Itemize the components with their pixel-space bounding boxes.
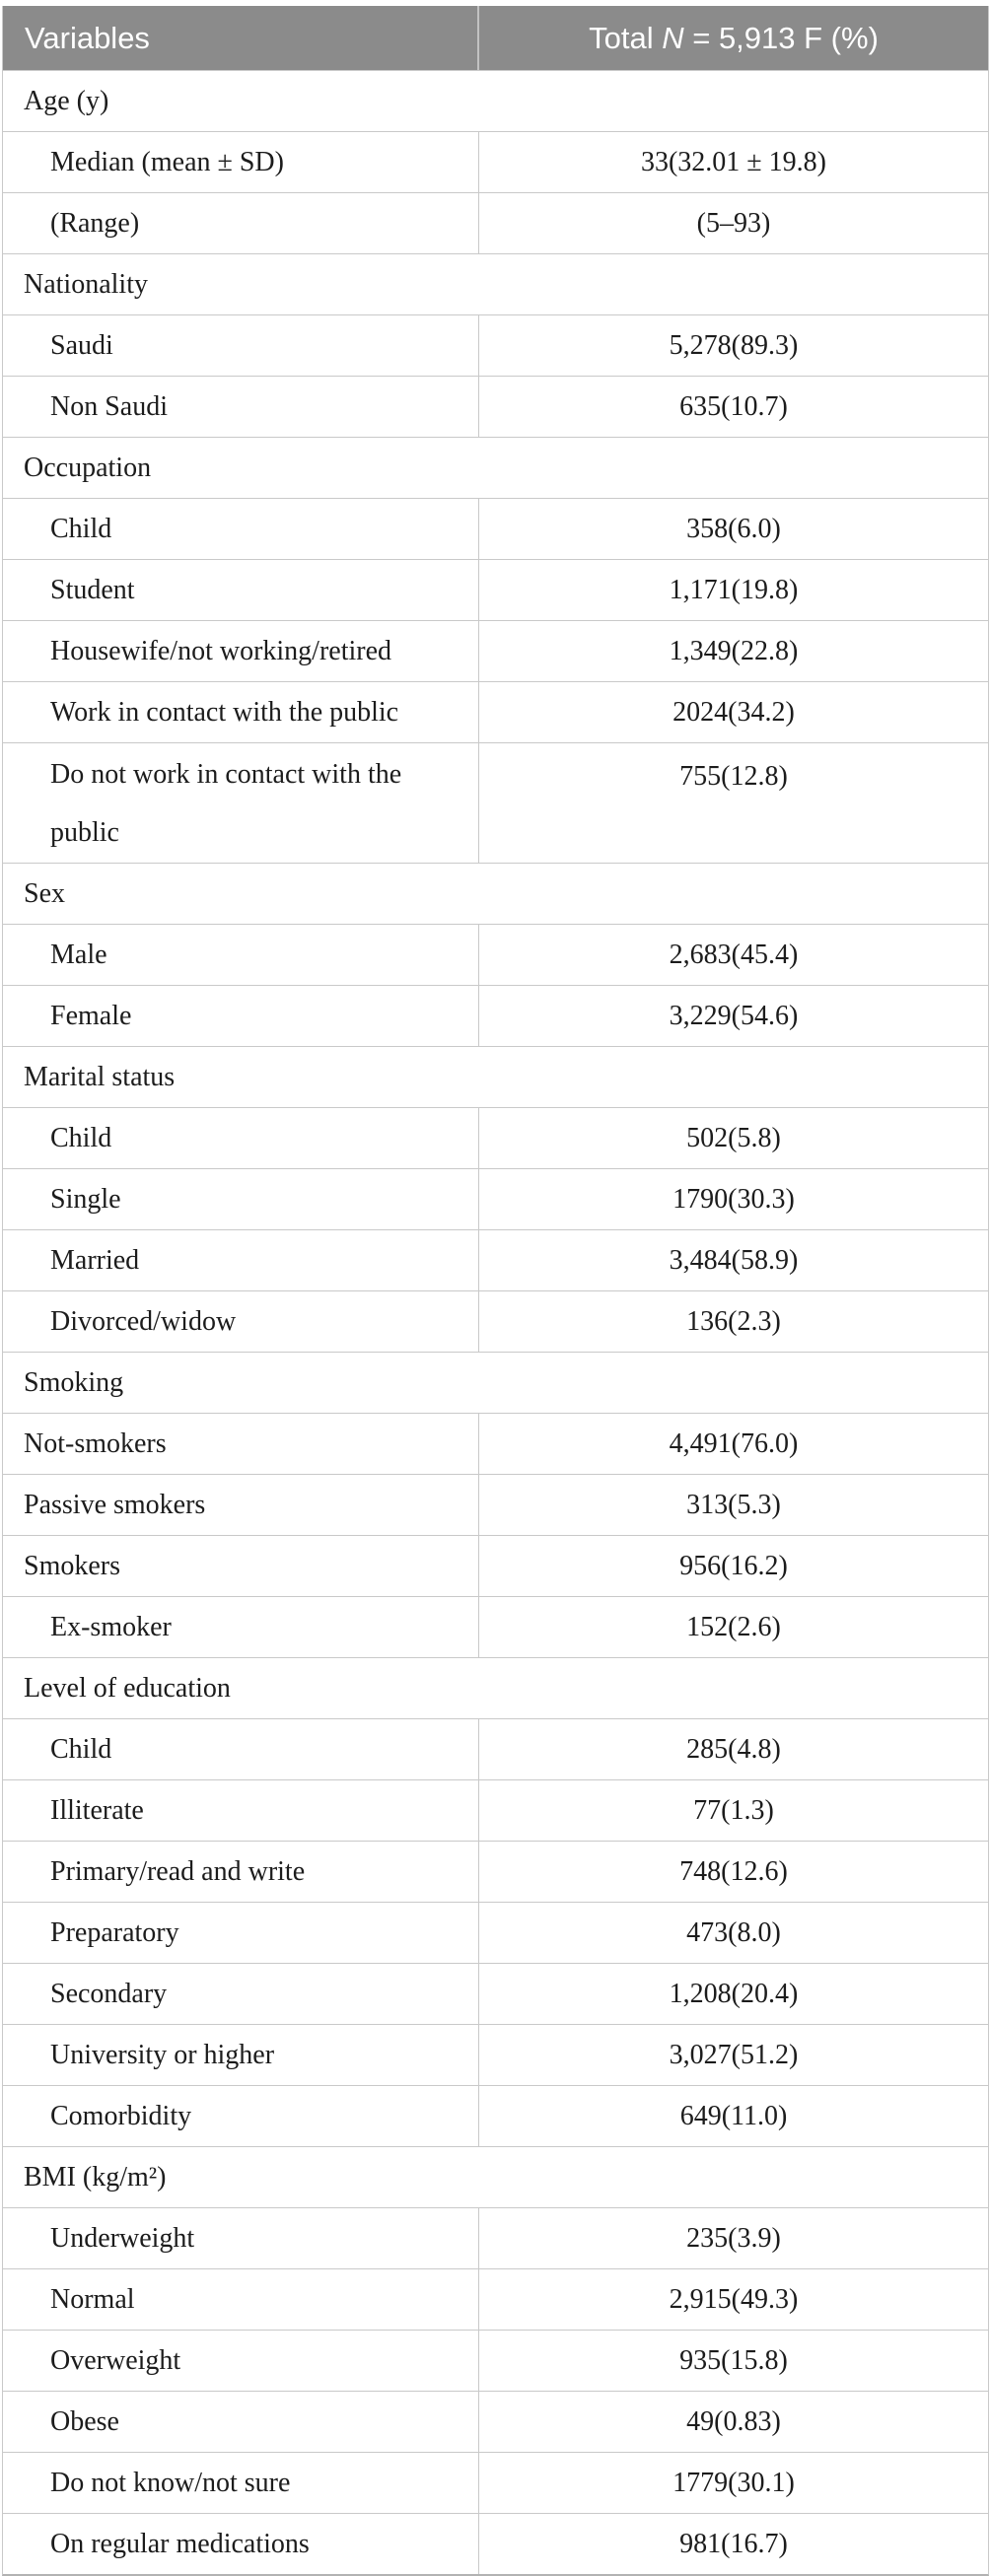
table-row bbox=[3, 620, 988, 681]
row-value: 3,484(58.9) bbox=[669, 1244, 799, 1276]
row-value: 2,683(45.4) bbox=[669, 939, 799, 970]
row-label: Primary/read and write bbox=[3, 1842, 479, 1902]
row-label: Normal bbox=[3, 2269, 479, 2330]
table-row bbox=[3, 498, 988, 559]
row-label: Secondary bbox=[3, 1964, 479, 2024]
table-row bbox=[3, 1229, 988, 1290]
row-label: Not-smokers bbox=[3, 1414, 479, 1474]
table-row bbox=[3, 2268, 988, 2330]
row-value: 1779(30.1) bbox=[672, 2467, 795, 2498]
row-value: 5,278(89.3) bbox=[669, 330, 799, 361]
row-label: Male bbox=[3, 925, 479, 985]
table-row bbox=[3, 2452, 988, 2513]
row-value: 502(5.8) bbox=[686, 1122, 781, 1153]
row-label: On regular medications bbox=[3, 2514, 479, 2574]
header-cell-total bbox=[479, 6, 988, 70]
section-row bbox=[3, 70, 988, 131]
row-value: 649(11.0) bbox=[679, 2100, 788, 2131]
section-label: Nationality bbox=[24, 269, 148, 300]
row-value: 235(3.9) bbox=[686, 2222, 781, 2254]
row-value: 49(0.83) bbox=[686, 2405, 781, 2437]
row-value: 358(6.0) bbox=[686, 514, 781, 544]
section-label: Level of education bbox=[24, 1672, 231, 1704]
row-value: 755(12.8) bbox=[679, 761, 788, 792]
section-row bbox=[3, 863, 988, 924]
table-row bbox=[3, 1596, 988, 1657]
section-row bbox=[3, 1657, 988, 1718]
table-row bbox=[3, 2207, 988, 2268]
table-row bbox=[3, 1107, 988, 1168]
table-row bbox=[3, 742, 988, 863]
row-value: 4,491(76.0) bbox=[669, 1427, 799, 1459]
row-label: Do not know/not sure bbox=[3, 2453, 479, 2513]
table-row bbox=[3, 1535, 988, 1596]
table-row bbox=[3, 192, 988, 253]
row-value: 935(15.8) bbox=[679, 2344, 788, 2376]
table-row bbox=[3, 2330, 988, 2391]
row-label: Child bbox=[3, 1719, 479, 1779]
table-row bbox=[3, 1902, 988, 1963]
row-label: Housewife/not working/retired bbox=[3, 621, 479, 681]
table-row bbox=[3, 131, 988, 192]
row-value: 2024(34.2) bbox=[672, 697, 795, 728]
section-label: Sex bbox=[24, 877, 65, 909]
table-row bbox=[3, 1841, 988, 1902]
section-label: Age (y) bbox=[24, 86, 109, 116]
section-row bbox=[3, 253, 988, 314]
row-value: 2,915(49.3) bbox=[669, 2283, 799, 2315]
row-value: 77(1.3) bbox=[693, 1794, 774, 1826]
row-label: Divorced/widow bbox=[3, 1291, 479, 1352]
row-label: Passive smokers bbox=[3, 1475, 479, 1535]
row-value: 3,027(51.2) bbox=[669, 2039, 799, 2070]
row-label: (Range) bbox=[3, 193, 479, 253]
header-total-n-italic: N bbox=[662, 20, 684, 55]
row-value: 748(12.6) bbox=[679, 1855, 788, 1887]
row-value: 956(16.2) bbox=[679, 1550, 788, 1581]
table-row bbox=[3, 1413, 988, 1474]
row-value: 635(10.7) bbox=[679, 391, 788, 422]
row-value: 1790(30.3) bbox=[672, 1183, 795, 1215]
row-value: 285(4.8) bbox=[686, 1733, 781, 1765]
section-row bbox=[3, 437, 988, 498]
row-value: 313(5.3) bbox=[686, 1489, 781, 1520]
demographics-table bbox=[2, 6, 989, 2576]
table-row bbox=[3, 376, 988, 437]
row-value: 152(2.6) bbox=[686, 1611, 781, 1642]
row-label: Smokers bbox=[3, 1536, 479, 1596]
table-row bbox=[3, 985, 988, 1046]
row-value: 1,349(22.8) bbox=[669, 636, 799, 666]
table-row bbox=[3, 2513, 988, 2574]
table-row bbox=[3, 681, 988, 742]
table-body bbox=[3, 70, 988, 2574]
row-value: (5–93) bbox=[696, 208, 771, 239]
row-label: Median (mean ± SD) bbox=[3, 132, 479, 192]
table-row bbox=[3, 1168, 988, 1229]
row-label: Child bbox=[3, 499, 479, 559]
row-value: 1,171(19.8) bbox=[669, 575, 799, 605]
section-row bbox=[3, 1046, 988, 1107]
table-row bbox=[3, 314, 988, 376]
row-label: Married bbox=[3, 1230, 479, 1290]
row-value: 981(16.7) bbox=[679, 2528, 788, 2559]
row-label: Illiterate bbox=[3, 1780, 479, 1841]
section-label: Smoking bbox=[24, 1366, 124, 1398]
section-label: BMI (kg/m²) bbox=[24, 2161, 167, 2193]
section-row bbox=[3, 2146, 988, 2207]
row-value: 3,229(54.6) bbox=[669, 1000, 799, 1031]
header-variables-label: Variables bbox=[25, 20, 150, 55]
row-label: Single bbox=[3, 1169, 479, 1229]
row-label: Female bbox=[3, 986, 479, 1046]
row-label: Underweight bbox=[3, 2208, 479, 2268]
row-label: Student bbox=[3, 560, 479, 620]
row-label: Do not work in contact with the public bbox=[3, 743, 479, 863]
table-row bbox=[3, 2391, 988, 2452]
row-label: Work in contact with the public bbox=[3, 682, 479, 742]
section-label: Marital status bbox=[24, 1061, 176, 1092]
row-value: 136(2.3) bbox=[686, 1305, 781, 1337]
section-label: Occupation bbox=[24, 453, 152, 483]
row-label: Preparatory bbox=[3, 1903, 479, 1963]
table-row bbox=[3, 1474, 988, 1535]
table-row bbox=[3, 1718, 988, 1779]
row-label: Overweight bbox=[3, 2331, 479, 2391]
row-label: Ex-smoker bbox=[3, 1597, 479, 1657]
table-row bbox=[3, 2024, 988, 2085]
row-label: Comorbidity bbox=[3, 2086, 479, 2146]
row-value: 1,208(20.4) bbox=[669, 1978, 799, 2009]
row-label: Saudi bbox=[3, 315, 479, 376]
section-row bbox=[3, 1352, 988, 1413]
row-label: Child bbox=[3, 1108, 479, 1168]
table-row bbox=[3, 2085, 988, 2146]
row-label: University or higher bbox=[3, 2025, 479, 2085]
header-cell-variables bbox=[3, 6, 479, 70]
row-label: Obese bbox=[3, 2392, 479, 2452]
table-row bbox=[3, 559, 988, 620]
header-total-label: Total N = 5,913 F (%) bbox=[589, 20, 879, 55]
row-value: 33(32.01 ± 19.8) bbox=[640, 147, 826, 177]
table-row bbox=[3, 1963, 988, 2024]
table-row bbox=[3, 1779, 988, 1841]
row-value: 473(8.0) bbox=[686, 1916, 781, 1948]
table-row bbox=[3, 924, 988, 985]
table-row bbox=[3, 1290, 988, 1352]
table-header-row bbox=[3, 6, 988, 70]
row-label: Non Saudi bbox=[3, 377, 479, 437]
